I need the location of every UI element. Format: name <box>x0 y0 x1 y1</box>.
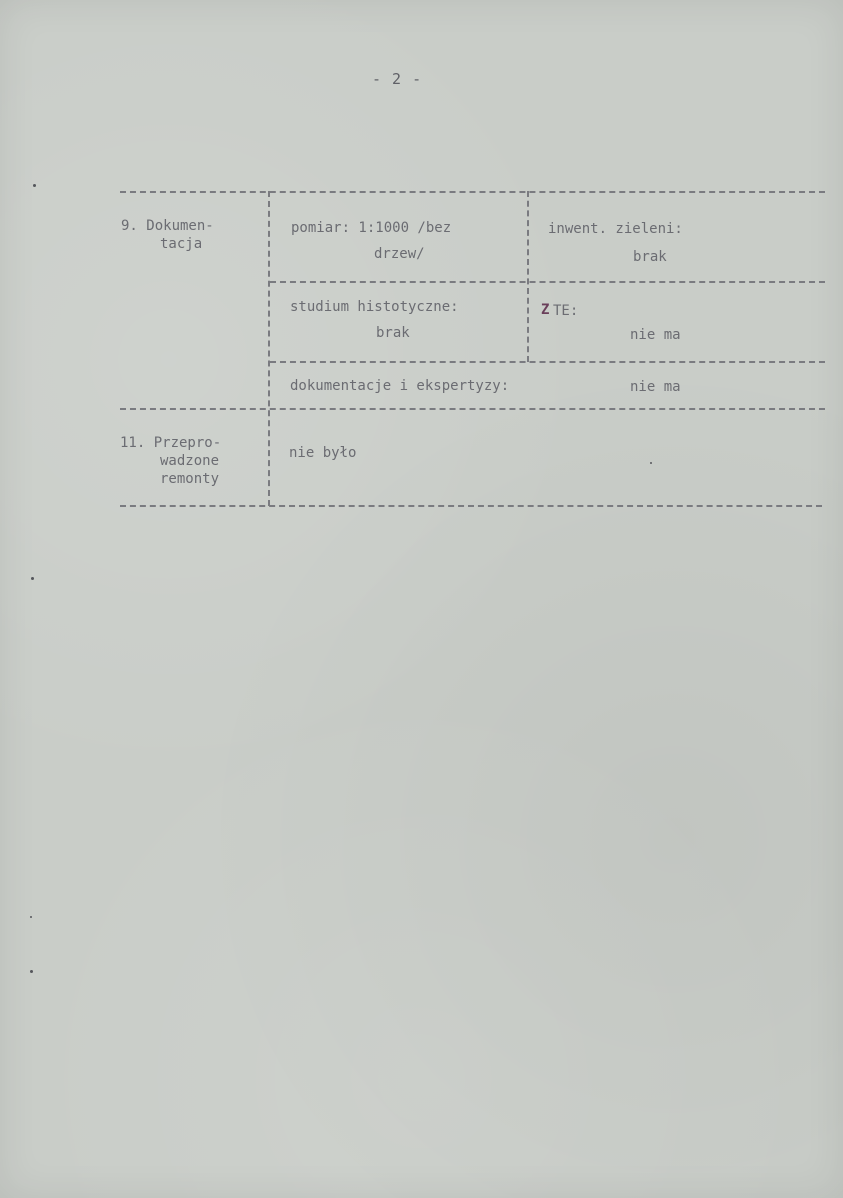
table-top-border <box>120 191 825 193</box>
documentation-label-line2: tacja <box>160 236 203 252</box>
survey-text-line1: pomiar: 1:1000 /bez <box>291 220 452 236</box>
renovations-label-line3: remonty <box>160 471 220 487</box>
renovations-value: nie było <box>289 445 357 461</box>
documentation-label-line1: 9. Dokumen- <box>121 218 214 234</box>
page-number: - 2 - <box>372 70 423 88</box>
renovations-label-line2: wadzone <box>160 453 220 469</box>
paper-speck <box>30 916 32 918</box>
expertise-value: nie ma <box>630 379 681 395</box>
column-divider-label <box>268 191 270 506</box>
zte-value: nie ma <box>630 327 681 343</box>
row-divider-history <box>270 361 825 363</box>
historical-study-value: brak <box>376 325 410 341</box>
greenery-inventory-value: brak <box>633 249 667 265</box>
survey-text-line2: drzew/ <box>374 246 425 262</box>
section-divider <box>120 408 825 410</box>
paper-speck <box>650 462 652 464</box>
row-divider-survey <box>270 281 825 283</box>
paper-speck <box>33 184 36 187</box>
zte-handwritten-z: Z <box>541 302 550 318</box>
paper-speck <box>31 577 34 580</box>
greenery-inventory-label: inwent. zieleni: <box>548 221 683 237</box>
renovations-label-line1: 11. Przepro- <box>120 435 222 451</box>
historical-study-label: studium histotyczne: <box>290 299 459 315</box>
column-divider-inner <box>527 191 529 362</box>
paper-speck <box>30 970 33 973</box>
expertise-label: dokumentacje i ekspertyzy: <box>290 378 510 394</box>
table-bottom-border <box>120 505 822 507</box>
zte-label: TE: <box>553 303 579 319</box>
